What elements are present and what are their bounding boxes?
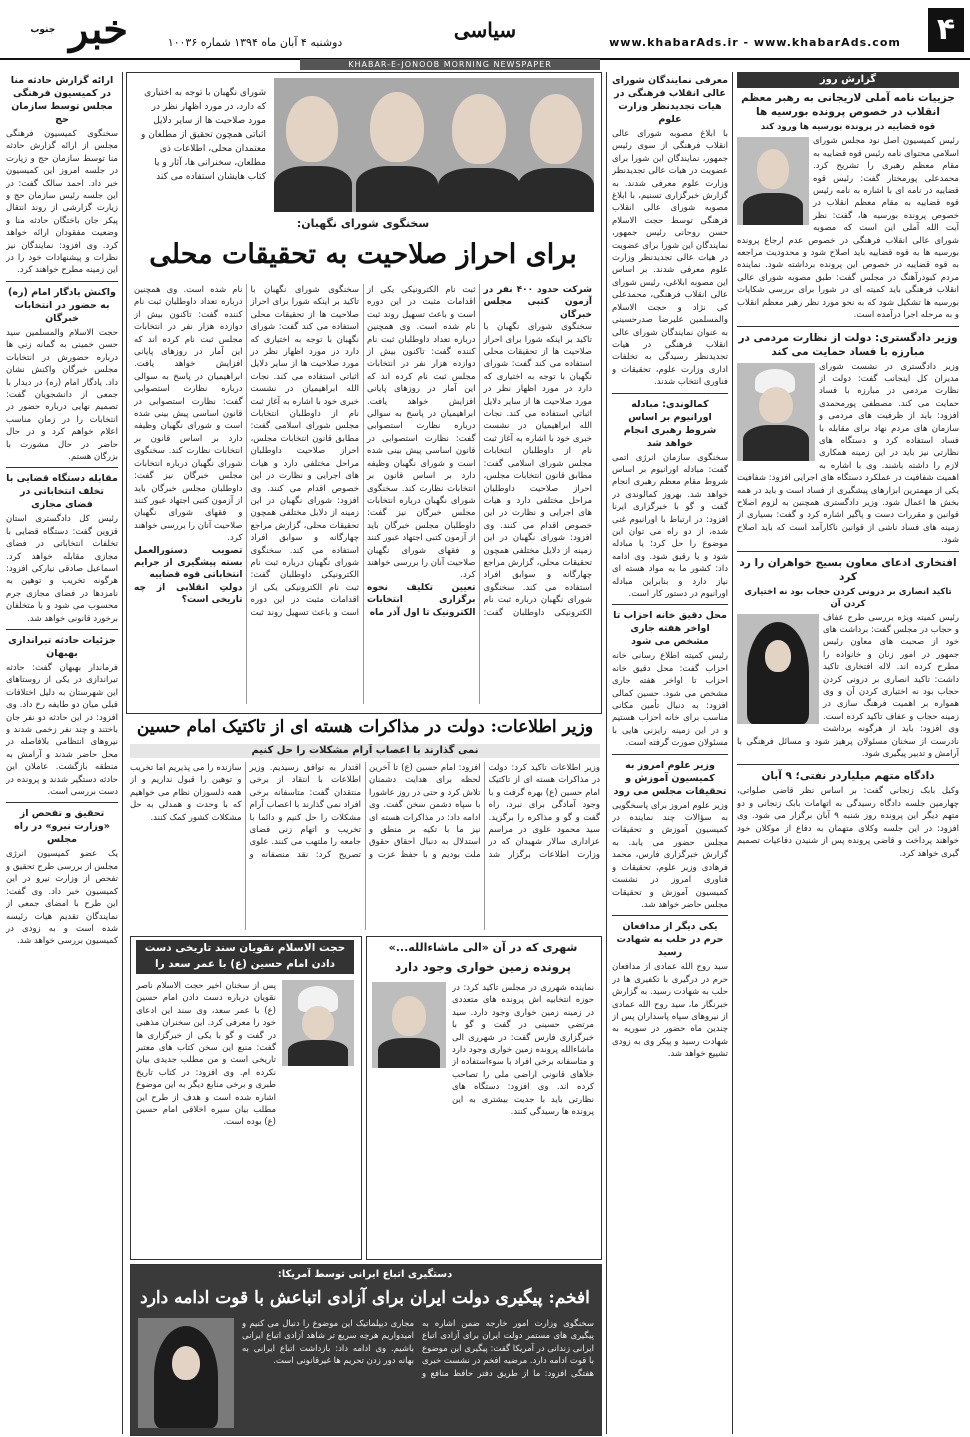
article-text: رئیس کمیته اطلاع رسانی خانه احزاب گفت: محل دقیق خانه احزاب تا اواخر هفته جاری مشخص می شود. حسین کمالی افزود: به دنبال تأمین مکانی مناسب برای خانه احزاب هستیم و در این زمینه رایزنی هایی با مسئولان صورت گرفته است. (612, 651, 728, 749)
naghavian-headline: حجت الاسلام نقویان سند تاریخی دست دادن امام حسین (ع) با عمر سعد را (136, 940, 354, 974)
headline: معرفی نمایندگان شورای عالی انقلاب فرهنگی در هیات تجدیدنظر وزارت علوم (612, 75, 728, 125)
logo (8, 6, 128, 54)
face-shape (302, 1006, 334, 1040)
chador-shape (747, 622, 809, 724)
afkham-kicker: دستگیری اتباع ایرانی توسط آمریکا: (277, 1269, 453, 1280)
headline: وزیر دادگستری: دولت از نظارت مردمی در مبارزه با فساد حمایت می کند (738, 331, 958, 358)
headline: جزییات نامه آملی لاریجانی به رهبر معظم انقلاب در خصوص پرونده بورسیه ها (741, 92, 955, 119)
face-shape (370, 92, 424, 162)
article-text: وزیر علوم امروز برای پاسخگویی به سؤالات چند نماینده در کمیسیون آموزش و تحقیقات مجلس حضور می یابد. به گزارش خبرگزاری فارس، محمد فرهادی وزیر علوم، تحقیقات و فناوری امروز در نشست کمیسیون آموزش و تحقیقات مجلس حاضر خواهد شد. (612, 800, 728, 910)
headline: جزئیات حادثه تیراندازی بهبهان (8, 635, 116, 659)
torso-shape (743, 425, 809, 461)
face-shape (765, 640, 791, 672)
section-title: سیاسی (453, 18, 517, 42)
article-text: یک عضو کمیسیون انرژی مجلس از بررسی طرح تحقیق و تفحص از وزارت نیرو در این کمیسیون خبر داد. وی گفت: این طرح با امضای جمعی از نمایندگان تقدیم هیات رئیسه شده است و به زودی در کمیسیون بررسی خواهد شد. (6, 849, 118, 947)
article-text: سخنگوی سازمان انرژی اتمی گفت: مبادله اورانیوم بر اساس شروط مقام معظم رهبری انجام خواهد شد. بهروز کمالوندی در گفت و گو با خبرگزاری ایرنا افزود: در ارتباط با اورانیوم غنی شده، از دو راه می توان این موضوع را حل کرد؛ یا مبادله شود و یا رقیق شود. وی ادامه داد: کشور ما به مواد هسته ای نیاز دارد و بنابراین مبادله اورانیوم در دستور کار است. (612, 452, 728, 599)
divider (737, 764, 959, 765)
headline: کمالوندی: مبادله اورانیوم بر اساس شروط رهبری انجام خواهد شد (623, 398, 717, 449)
face-shape (392, 996, 426, 1036)
lead-body (134, 284, 592, 704)
divider (612, 393, 728, 394)
main2-headline: وزیر اطلاعات: دولت در مذاکرات هسته ای از تاکتیک امام حسین (136, 717, 594, 737)
headline: واکنش یادگار امام (ره) به حضور در انتخابات خبرگان (8, 286, 116, 324)
main2-body (130, 762, 600, 930)
page-number: ۴ (928, 8, 964, 52)
divider (612, 915, 728, 916)
main2-subhead: نمی گذارند با اعصاب آرام مشکلات را حل کنیم (130, 744, 600, 758)
photo-portrait (737, 363, 815, 461)
afkham-headline: افخم: پیگیری دولت ایران برای آزادی اتباعش با قوت ادامه دارد (140, 1288, 590, 1308)
divider (737, 326, 959, 327)
article-text: فرماندار بهبهان گفت: حادثه تیراندازی در یکی از روستاهای این شهرستان به دلیل اختلافات قبلی میان دو طایفه رخ داد. وی افزود: در این حادثه دو نفر جان باختند و چند نفر زخمی شدند و نیروهای انتظامی بلافاصله در محل حاضر شدند و آرامش به منطقه بازگشت. عاملان این حادثه دستگیر شدند و پرونده در دست بررسی است. (6, 663, 118, 798)
divider (6, 467, 118, 468)
column-rule (732, 72, 733, 1434)
torso-shape (518, 168, 594, 212)
rey-headline: پرونده زمین خواری وجود دارد (394, 960, 571, 974)
lead-subhead: تصویب دستورالعمل بسته پیشگیری از جرایم انتخاباتی قوه قضاییه (134, 545, 243, 581)
column-rule (606, 72, 607, 1434)
rey-kicker: شهری که در آن «الی ماشاءالله...» (388, 941, 578, 954)
lead-headline: برای احراز صلاحیت به تحقیقات محلی (149, 239, 577, 270)
logo-sub: جنوب (30, 25, 56, 35)
article-text: سخنگوی شورای نگهبان با تاکید بر اینکه شورا برای احراز صلاحیت ها از تحقیقات محلی استفاده می کند گفت: شورای نگهبان با توجه به اختیاری که دارد در مورد اظهار نظر در مورد صلاحیت ها از سایر دلایل اثباتی استفاده می کند. نجات الله ابراهیمیان در نشست خبری خود با اشاره به آغاز ثبت نام از داوطلبان انتخابات مجلس شورای اسلامی گفت: مطابق قانون انتخابات مجلس، احراز صلاحیت داوطلبان مراحل مختلفی دارد و هیات های اجرایی و نظارت در این خصوص اقدام می کنند. وی افزود: شورای نگهبان در این زمینه از دلایل مختلفی همچون تحقیقات محلی، گزارش مراجع چهارگانه و سوابق افراد استفاده می کند. سخنگوی شورای نگهبان درباره ثبت نام الکترونیکی داوطلبان گفت: ثبت نام الکترونیکی یکی از اقدامات مثبت در این دوره است و باعث تسهیل روند ثبت نام شده است. وی همچنین درباره تعداد داوطلبان ثبت نام کننده گفت: تاکنون بیش از دوازده هزار نفر در انتخابات مجلس ثبت نام کرده اند که این آمار در روزهای پایانی افزایش خواهد یافت. ابراهیمیان در پاسخ به سوالی درباره نظارت استصوابی گفت: نظارت استصوابی در قانون اساسی پیش بینی شده است و شورای نگهبان وظیفه دارد بر اساس قانون بر انتخابات نظارت کند. سخنگوی شورای نگهبان درباره انتخابات مجلس خبرگان نیز گفت: داوطلبان مجلس خبرگان باید از آزمون کتبی اجتهاد عبور کنند و فقهای شورای نگهبان صلاحیت آنان را بررسی خواهند کرد. (134, 285, 359, 618)
subheadline: قوه قضاییه در پرونده بورسیه ها ورود کند (760, 122, 936, 133)
photo-portrait (737, 137, 809, 225)
photo-cleric (282, 980, 354, 1066)
column-news-briefs (612, 72, 728, 1434)
headline: یکی دیگر از مدافعان حرم در حلب به شهادت رسید (616, 921, 724, 959)
headline: مقابله دستگاه قضایی با تخلف انتخاباتی در فضای مجازی (6, 473, 118, 511)
article-text: وزیر دادگستری در نشست شورای مدیران کل اینجانب گفت: دولت از نظارت مردمی در مبارزه با فساد حمایت می کند. مصطفی پورمحمدی افزود: باید از ظرفیت های مردمی و سازمان های مردم نهاد برای مقابله با فساد استفاده کرد و دستگاه های نظارتی نیز باید در این زمینه همکاری لازم را داشته باشند. وی با اشاره به اهمیت شفافیت در عملکرد دستگاه های اجرایی افزود: شفافیت یکی از مهمترین ابزارهای پیشگیری از فساد است و باید در همه بخش ها اعمال شود. وزیر دادگستری همچنین به لزوم اصلاح قوانین و مقررات دست و پاگیر اشاره کرد و گفت: بسیاری از زمینه های فساد ناشی از قوانین ناکارآمد است که باید اصلاح شود. (737, 361, 959, 546)
divider (612, 604, 728, 605)
article-text: سید روح الله عمادی از مدافعان حرم در درگیری با تکفیری ها در حلب به شهادت رسید. به گزارش خبرنگار ما، سید روح الله عمادی از نیروهای سپاه پاسداران پس از چندین ماه حضور در سوریه به شهادت رسید و پیکر وی به زودی تشییع خواهد شد. (612, 962, 728, 1060)
photo-portrait (737, 614, 819, 724)
face-shape (286, 96, 338, 162)
lead-subhead: تعیین تکلیف نحوه برگزاری انتخابات الکترونیک تا اول آذر ماه (367, 582, 476, 618)
column-daily-report (737, 72, 959, 1434)
torso-shape (438, 168, 520, 212)
article-text: رئیس کمیته ویژه بررسی طرح عفاف و حجاب در مجلس گفت: برداشت های خود از صحبت های معاون رئیس جمهور در امور زنان و خانواده را مطرح کرده اند. لاله افتخاری تاکید داشت: تاکید انصاری بر درونی کردن حجاب بود نه اختیاری کردن آن و وی همواره بر اهمیت فرهنگ سازی در زمینه حجاب و عفاف تاکید کرده است. وی افزود: باید از هرگونه برداشت نادرست از سخنان مسئولان پرهیز شود و مسائل فرهنگی با آرامش و تدبیر پیگیری شود. (737, 612, 959, 760)
lead-subhead: دولتِ انقلابی از چه تاریخی است؟ (134, 582, 243, 606)
photo-portrait (372, 982, 446, 1068)
headline: محل دقیق خانه احزاب تا اواخر هفته جاری مشخص می شود (613, 610, 727, 648)
section-bar: گزارش روز (737, 72, 959, 88)
torso-shape (288, 1040, 348, 1066)
headline: ارائه گزارش حادثه منا در کمیسیون فرهنگی مجلس توسط سازمان حج (10, 75, 114, 125)
masthead (0, 0, 970, 60)
lead-subhead: شرکت حدود ۴۰۰ نفر در آزمون کتبی مجلس خبرگان (483, 285, 592, 320)
torso-shape (743, 193, 803, 225)
face-shape (759, 387, 793, 423)
torso-shape (378, 1038, 440, 1068)
lead-summary: شورای نگهبان با توجه به اختیاری که دارد، در مورد اظهار نظر در مورد صلاحیت ها از سایر دلایل اثباتی همچون تحقیق از مطلعان و معتمدان محلی، اطلاعات ذی مطلعان، سخنرانی ها، آثار و یا کتاب هایشان استفاده می کند (141, 88, 266, 182)
headline: وزیر علوم امروز به کمیسیون آموزش و تحقیقات مجلس می رود (613, 759, 727, 797)
english-strip: KHABAR-E-JONOOB MORNING NEWSPAPER (300, 59, 600, 70)
article-text: سخنگوی کمیسیون فرهنگی مجلس از ارائه گزارش حادثه منا توسط سازمان حج و زیارت در جلسه امروز این کمیسیون خبر داد. احمد سالک گفت: در این جلسه رئیس سازمان حج و زیارت گزارشی از روند انتقال پیکر جان باختگان حادثه منا و وضعیت مفقودان ارائه خواهد کرد. وی افزود: نمایندگان نیز نظرات و پیشنهادات خود را در این زمینه مطرح خواهند کرد. (6, 129, 118, 276)
torso-shape (356, 166, 438, 212)
divider (6, 281, 118, 282)
naghavian-body: پس از سخنان اخیر حجت الاسلام ناصر نقویان درباره دست دادن امام حسین (ع) با عمر سعد، وی سند این ادعای خود را معرفی کرد. این سخنران مذهبی در گفت و گو با یکی از خبرگزاری ها گفت: منبع این سخن کتاب های معتبر تاریخی است و من مطلب جدیدی بیان نکرده ام. وی افزود: در کتاب تاریخ طبری و برخی منابع دیگر به این موضوع اشاره شده است و هدف از طرح این مطلب بیان سیره اخلاقی امام حسین (ع) بوده است. (136, 981, 276, 1128)
torso-shape (274, 166, 352, 212)
divider (612, 754, 728, 755)
issue-date: دوشنبه ۴ آبان ماه ۱۳۹۴ شماره ۱۰۰۳۶ (167, 36, 343, 49)
article-text: سخنگوی شورای نگهبان با تاکید بر اینکه شورا برای احراز صلاحیت ها از تحقیقات محلی استفاده می کند گفت: شورای نگهبان با توجه به اختیاری که دارد در مورد اظهار نظر در مورد صلاحیت ها از سایر دلایل اثباتی استفاده می کند. نجات الله ابراهیمیان در نشست خبری خود با اشاره به آغاز ثبت نام از داوطلبان انتخابات مجلس شورای اسلامی گفت: مطابق قانون انتخابات مجلس، احراز صلاحیت داوطلبان مراحل مختلفی دارد و هیات های اجرایی و نظارت در این خصوص اقدام می کنند. وی افزود: شورای نگهبان در این زمینه از دلایل مختلفی همچون تحقیقات محلی، گزارش مراجع چهارگانه و سوابق افراد استفاده می کند. سخنگوی شورای نگهبان درباره ثبت نام الکترونیکی داوطلبان گفت: ثبت نام الکترونیکی یکی از اقدامات مثبت در این دوره است و باعث تسهیل روند ثبت نام شده است. وی همچنین درباره تعداد داوطلبان ثبت نام کننده گفت: تاکنون بیش از دوازده هزار نفر در انتخابات مجلس ثبت نام کرده اند که این آمار در روزهای پایانی افزایش خواهد یافت. ابراهیمیان در پاسخ به سوالی درباره نظارت استصوابی گفت: نظارت استصوابی در قانون اساسی پیش بینی شده است و شورای نگهبان وظیفه دارد بر اساس قانون بر انتخابات نظارت کند. سخنگوی شورای نگهبان درباره انتخابات مجلس خبرگان نیز گفت: داوطلبان مجلس خبرگان باید از آزمون کتبی اجتهاد عبور کنند و فقهای شورای نگهبان صلاحیت آنان را بررسی خواهند کرد. (367, 285, 592, 618)
article-text: حجت الاسلام والمسلمین سید حسن خمینی به گمانه زنی ها درباره حضورش در انتخابات مجلس خبرگان واکنش نشان داد. یادگار امام (ره) در دیدار با جمعی از دانشجویان گفت: تصمیم نهایی درباره حضور در انتخابات را در زمان مناسب اعلام خواهم کرد و در حال حاضر در حال مشورت با بزرگان هستم. (6, 327, 118, 462)
article-text: وکیل بابک زنجانی گفت: بر اساس نظر قاضی صلواتی، چهارمین جلسه دادگاه رسیدگی به اتهامات بابک زنجانی و دو متهم دیگر این پرونده روز شنبه ۹ آبان برگزار می شود. وی افزود: در این جلسه وکلای متهمان به دفاع از موکلان خود خواهند پرداخت و قاضی پرونده پس از شنیدن دفاعیات تصمیم گیری خواهد کرد. (737, 786, 959, 859)
lead-photo-strip (274, 78, 594, 212)
website: www.khabarAds.ir - www.khabarAds.com (609, 36, 901, 49)
subheadline: تاکید انصاری بر درونی کردن حجاب بود نه اختیاری کردن آن (744, 586, 952, 609)
lead-kicker: سخنگوی شورای نگهبان: (296, 217, 430, 230)
divider (6, 629, 118, 630)
article-text: با ابلاغ مصوبه شورای عالی انقلاب فرهنگی از سوی رئیس جمهور، نمایندگان این شورا برای عضویت در هیات عالی تجدیدنظر وزارت علوم معرفی شدند. به گزارش خبرگزاری تسنیم، با ابلاغ مصوبه شورای عالی انقلاب فرهنگی توسط حجت الاسلام حسن روحانی رئیس جمهور، نمایندگان این شورا برای عضویت در هیات عالی تجدیدنظر وزارت علوم معرفی شدند. بر اساس این مصوبه ابلاغی، رئیس شورای عالی انقلاب فرهنگی، محمدعلی کی نژاد و حجت الاسلام والمسلمین علیرضا صدرحسینی به عنوان نمایندگان شورای عالی انقلاب فرهنگی در هیات تجدیدنظر رسیدگی به تخلفات اداری وزارت علوم، تحقیقات و فناوری انتخاب شدند. (612, 129, 728, 388)
divider (6, 802, 118, 803)
face-shape (530, 94, 582, 164)
afkham-body: سخنگوی وزارت امور خارجه ضمن اشاره به پیگیری های مستمر دولت ایران برای آزادی اتباع ایرانی زندانی در آمریکا گفت: پیگیری این موضوع با قوت ادامه دارد. مرضیه افخم در نشست خبری هفتگی افزود: ما از طریق دفتر حافظ منافع و مجاری دیپلماتیک این موضوع را دنبال می کنیم و امیدواریم هرچه سریع تر شاهد آزادی اتباع ایرانی باشیم. وی ادامه داد: بازداشت اتباع ایرانی به بهانه دور زدن تحریم ها غیرقانونی است. (242, 1319, 594, 1379)
headline: دادگاه متهم میلیاردر نفتی؛ ۹ آبان (761, 770, 935, 783)
rey-body: نماینده شهرری در مجلس تاکید کرد: در حوزه انتخابیه اش پرونده های متعددی در زمینه زمین خواری وجود دارد. سید مرتضی حسینی در گفت و گو با خبرگزاری فارس گفت: در شهرری الی ماشاءالله پرونده زمین خواری وجود دارد و متاسفانه برخی افراد با سوءاستفاده از خلأهای قانونی اراضی ملی را تصاحب کرده اند. وی افزود: دستگاه های نظارتی باید با جدیت بیشتری به این پرونده ها رسیدگی کنند. (452, 983, 594, 1118)
article-text: رئیس کمیسیون اصل نود مجلس شورای اسلامی محتوای نامه رئیس قوه قضاییه به مقام معظم رهبری را تشریح کرد. محمدعلی پورمختار گفت: رئیس قوه قضاییه در نامه ای با اشاره به نامه رئیس قوه قضاییه به مقام معظم انقلاب در خصوص پرونده بورسیه ها، گفت: نظر آیت الله آملی این است که مصوبه شورای عالی انقلاب فرهنگی در خصوص عدم ارجاع پرونده بورسیه ها به قوه قضاییه باید اصلاح شود و محدودیت مراجعه به قوه قضاییه در خصوص این پرونده برداشته شود. نماینده مردم کبودرآهنگ در مجلس گفت: طبق مصوبه شورای عالی انقلاب فرهنگی باید کمیته ای در شورا برای بررسی شکایات بورسیه ها تشکیل شود که به نحو مورد نظر رهبر معظم انقلاب و به مرحله اجرا درآمده است. (737, 136, 959, 321)
face-shape (757, 149, 789, 189)
face-shape (452, 94, 506, 164)
photo-spokeswoman (138, 1318, 234, 1428)
column-left-briefs (6, 72, 118, 1434)
headline: تحقیق و تفحص از «وزارت نیرو» در راه مجلس (14, 808, 110, 846)
column-rule (122, 72, 123, 1434)
divider (737, 551, 959, 552)
face-shape (172, 1346, 200, 1380)
headline: افتخاری ادعای معاون بسیج خواهران را رد کرد (739, 556, 957, 583)
article-text: رئیس کل دادگستری استان قزوین گفت: دستگاه قضایی با تخلفات انتخاباتی در فضای مجازی مقابله خواهد کرد. اسماعیل صادقی نیارکی افزود: هرگونه تخریب و توهین به نامزدها در فضای مجازی جرم محسوب می شود و با متخلفان برخورد قانونی خواهد شد. (6, 514, 118, 624)
logo-text: خبر (69, 6, 128, 53)
article-text: وزیر اطلاعات تاکید کرد: دولت در مذاکرات هسته ای از تاکتیک امام حسین (ع) بهره گرفت و با وجود آمادگی برای نبرد، راه گفت و گو و مذاکره را برگزید. سید محمود علوی در مراسم عزاداری سالار شهیدان که در وزارت اطلاعات برگزار شد افزود: امام حسین (ع) تا آخرین لحظه برای هدایت دشمنان تلاش کرد و حتی در روز عاشورا با سپاه دشمن سخن گفت. وی ادامه داد: در مذاکرات هسته ای نیز ما با تکیه بر منطق و استدلال به دنبال احقاق حقوق ملت بودیم و با حفظ عزت و اقتدار به توافق رسیدیم. وزیر اطلاعات با انتقاد از برخی منتقدان گفت: متاسفانه برخی افراد نمی گذارند با اعصاب آرام مشکلات را حل کنیم و دائما با تخریب و اتهام زنی فضای جامعه را ملتهب می کنند. علوی تصریح کرد: نقد منصفانه و سازنده را می پذیریم اما تخریب و توهین را قبول نداریم و از همه دلسوزان نظام می خواهیم که با وحدت و همدلی به حل مشکلات کشور کمک کنند. (130, 763, 600, 860)
